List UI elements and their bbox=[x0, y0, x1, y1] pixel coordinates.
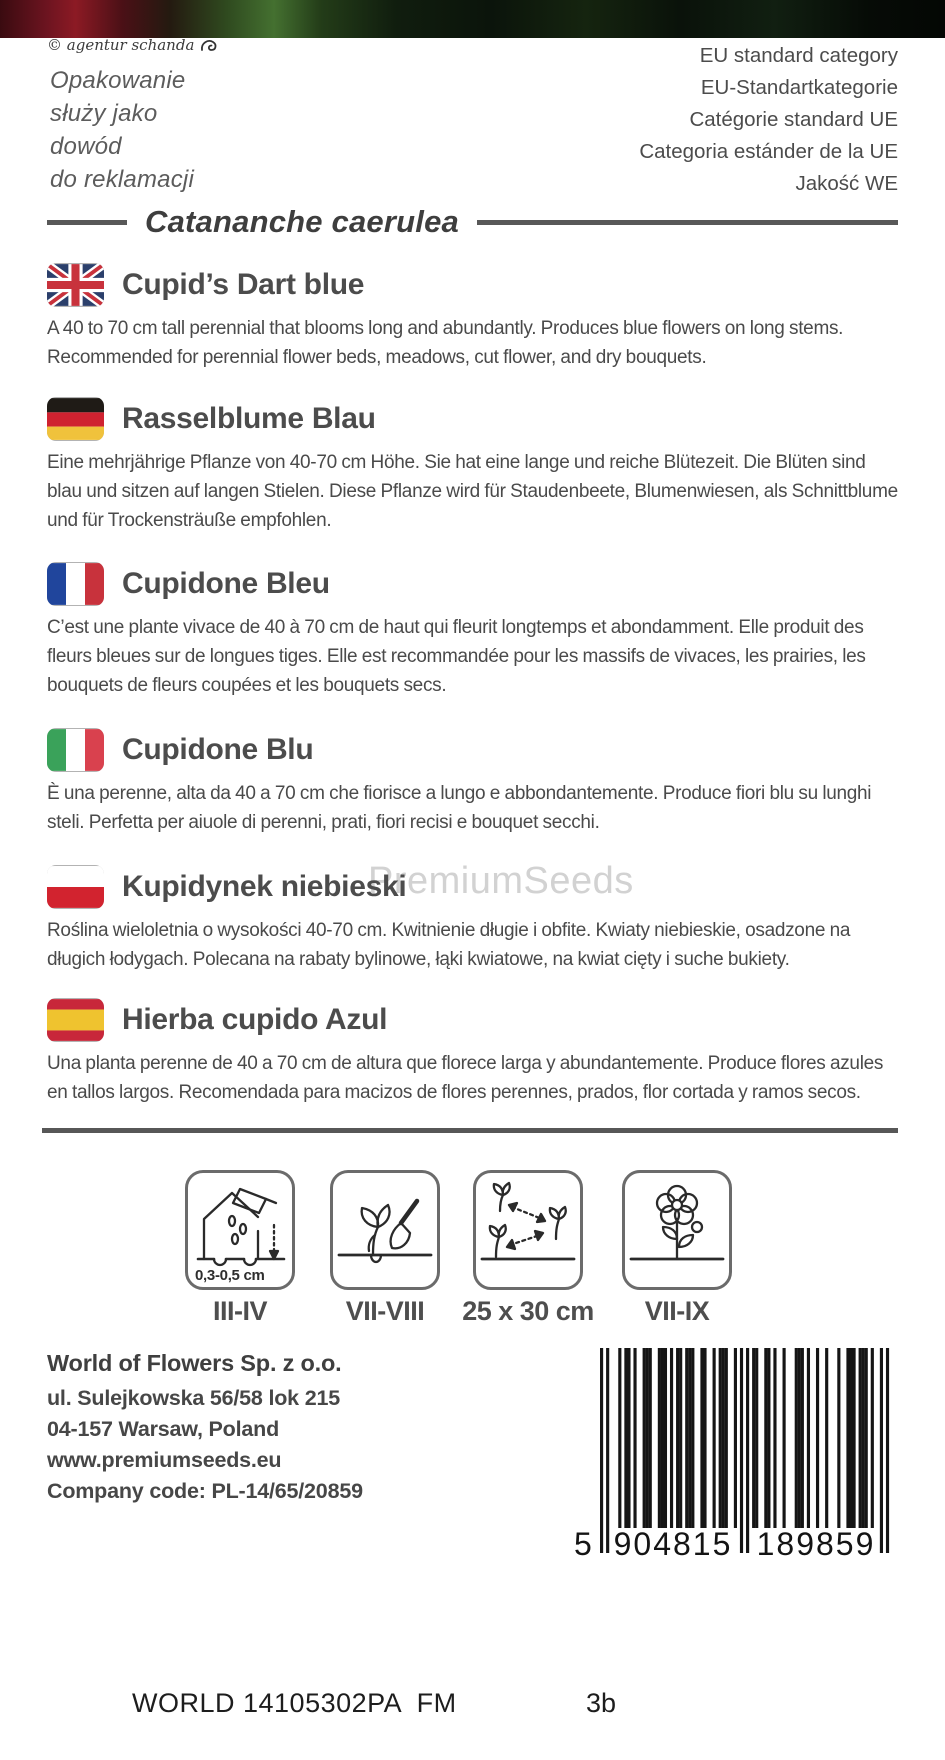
spain-flag-icon bbox=[47, 998, 104, 1042]
photo-strip bbox=[0, 0, 945, 38]
footer-print-code: WORLD 14105302PA FM bbox=[132, 1688, 457, 1718]
pictogram-sowing-depth bbox=[185, 1170, 295, 1290]
pictogram-transplanting bbox=[330, 1170, 440, 1290]
title-rule-left bbox=[47, 220, 127, 225]
address-line: 04-157 Warsaw, Poland bbox=[47, 1417, 279, 1441]
section-heading: Hierba cupido Azul bbox=[122, 1003, 388, 1036]
section-body: È una perenne, alta da 40 a 70 cm che fiorisce a lungo e abbondantemente. Produce fiori blu su lunghi steli. Perfetta per aiuole di perenni, prati, fiori recisi e bouquet secchi. bbox=[47, 783, 872, 833]
pictogram-plant-spacing bbox=[473, 1170, 583, 1290]
language-section-de bbox=[47, 397, 898, 535]
section-body: A 40 to 70 cm tall perennial that blooms long and abundantly. Produces blue flowers on long stems. Recommended for perennial flower beds, meadows, cut flower, and dry bouquets. bbox=[47, 318, 844, 368]
section-body: C’est une plante vivace de 40 à 70 cm de haut qui fleurit longtemps et abondamment. Elle produit des fleurs bleues sur de longues tiges. Elle est recommandée pour les massifs de vivaces, les prairies, les bouquets de fleurs coupées et les bouquets secs. bbox=[47, 617, 866, 696]
premiumseeds-watermark: PremiumSeeds bbox=[368, 860, 634, 902]
pictogram-label-sowing: III-IV bbox=[212, 1296, 267, 1326]
flowering-time-icon bbox=[625, 1173, 729, 1287]
eu-category-line: EU-Standartkategorie bbox=[700, 76, 898, 99]
section-divider bbox=[42, 1128, 898, 1133]
title-rule-right bbox=[477, 220, 898, 225]
section-heading: Kupidynek niebieski bbox=[122, 870, 407, 903]
sowing-depth-value: 0,3-0,5 cm bbox=[195, 1267, 265, 1284]
section-heading: Cupidone Bleu bbox=[122, 567, 330, 600]
section-header-pl bbox=[47, 865, 898, 909]
eu-category-line: Categoria estánder de la UE bbox=[639, 140, 898, 163]
address-line: ul. Sulejkowska 56/58 lok 215 bbox=[47, 1386, 340, 1410]
uk-flag-icon bbox=[47, 263, 104, 307]
section-heading: Rasselblume Blau bbox=[122, 402, 376, 435]
section-header-fr bbox=[47, 562, 898, 606]
eu-category-line: EU standard category bbox=[699, 44, 898, 67]
packaging-note-line: do reklamacji bbox=[50, 166, 194, 193]
barcode-digits-group1: 904815 bbox=[613, 1526, 733, 1562]
barcode-digits-group2: 189859 bbox=[756, 1526, 876, 1562]
language-section-en bbox=[47, 263, 898, 372]
section-body: Eine mehrjährige Pflanze von 40-70 cm Höhe. Sie hat eine lange und reiche Blütezeit. Die Blüten sind blau und sitzen auf langen Stielen. Diese Pflanze wird für Staudenbeete, Blumenwiesen, als Schnittblume und für Trockensträuße empfohlen. bbox=[47, 452, 898, 531]
barcode-bars bbox=[600, 1348, 890, 1553]
packaging-note-line: dowód bbox=[50, 133, 122, 160]
eu-category-list bbox=[639, 40, 898, 200]
plant-spacing-icon bbox=[476, 1173, 580, 1287]
poland-flag-icon bbox=[47, 865, 104, 909]
section-heading: Cupid’s Dart blue bbox=[122, 268, 365, 301]
italy-flag-icon bbox=[47, 728, 104, 772]
barcode bbox=[572, 1348, 892, 1560]
pictogram-label-flowering: VII-IX bbox=[644, 1296, 710, 1326]
pictogram-flowering-time bbox=[622, 1170, 732, 1290]
section-header-es bbox=[47, 998, 898, 1042]
language-section-es bbox=[47, 998, 898, 1107]
barcode-digit-left: 5 bbox=[574, 1526, 592, 1562]
transplanting-icon bbox=[333, 1173, 437, 1287]
copyright-credit-text: © agentur schanda bbox=[47, 36, 195, 54]
packaging-note bbox=[50, 64, 194, 196]
eu-category-line: Jakość WE bbox=[795, 172, 898, 195]
germany-flag-icon bbox=[47, 397, 104, 441]
section-header-de bbox=[47, 397, 898, 441]
variety-title-row bbox=[47, 202, 898, 242]
variety-title: Catananche caerulea bbox=[145, 204, 459, 239]
packaging-note-line: Opakowanie bbox=[50, 67, 186, 94]
section-heading: Cupidone Blu bbox=[122, 733, 314, 766]
pictogram-label-transplanting: VII-VIII bbox=[345, 1296, 425, 1326]
language-section-it bbox=[47, 728, 898, 837]
section-body: Una planta perenne de 40 a 70 cm de altura que florece larga y abundantemente. Produce flores azules en tallos largos. Recomendada para macizos de flores perennes, prados, flor cortada y ramos secos. bbox=[47, 1053, 884, 1103]
website-url: www.premiumseeds.eu bbox=[47, 1448, 282, 1472]
copyright-credit bbox=[47, 36, 218, 54]
france-flag-icon bbox=[47, 562, 104, 606]
company-name: World of Flowers Sp. z o.o. bbox=[47, 1350, 342, 1376]
address-block bbox=[47, 1350, 363, 1507]
packaging-note-line: służy jako bbox=[50, 100, 158, 127]
section-header-it bbox=[47, 728, 898, 772]
section-body: Roślina wieloletnia o wysokości 40-70 cm. Kwitnienie długie i obfite. Kwiaty niebieskie, osadzone na długich łodygach. Polecana na rabaty bylinowe, łąki kwiatowe, na kwiat cięty i suche bukiety. bbox=[47, 920, 851, 970]
section-header-en bbox=[47, 263, 898, 307]
footer-batch-code: 3b bbox=[586, 1688, 617, 1718]
pictogram-label-spacing: 25 x 30 cm bbox=[462, 1296, 594, 1326]
schanda-logo-icon bbox=[200, 38, 218, 53]
eu-category-line: Catégorie standard UE bbox=[689, 108, 898, 131]
company-code: Company code: PL-14/65/20859 bbox=[47, 1479, 363, 1503]
language-section-fr bbox=[47, 562, 898, 700]
language-section-pl bbox=[47, 865, 898, 974]
